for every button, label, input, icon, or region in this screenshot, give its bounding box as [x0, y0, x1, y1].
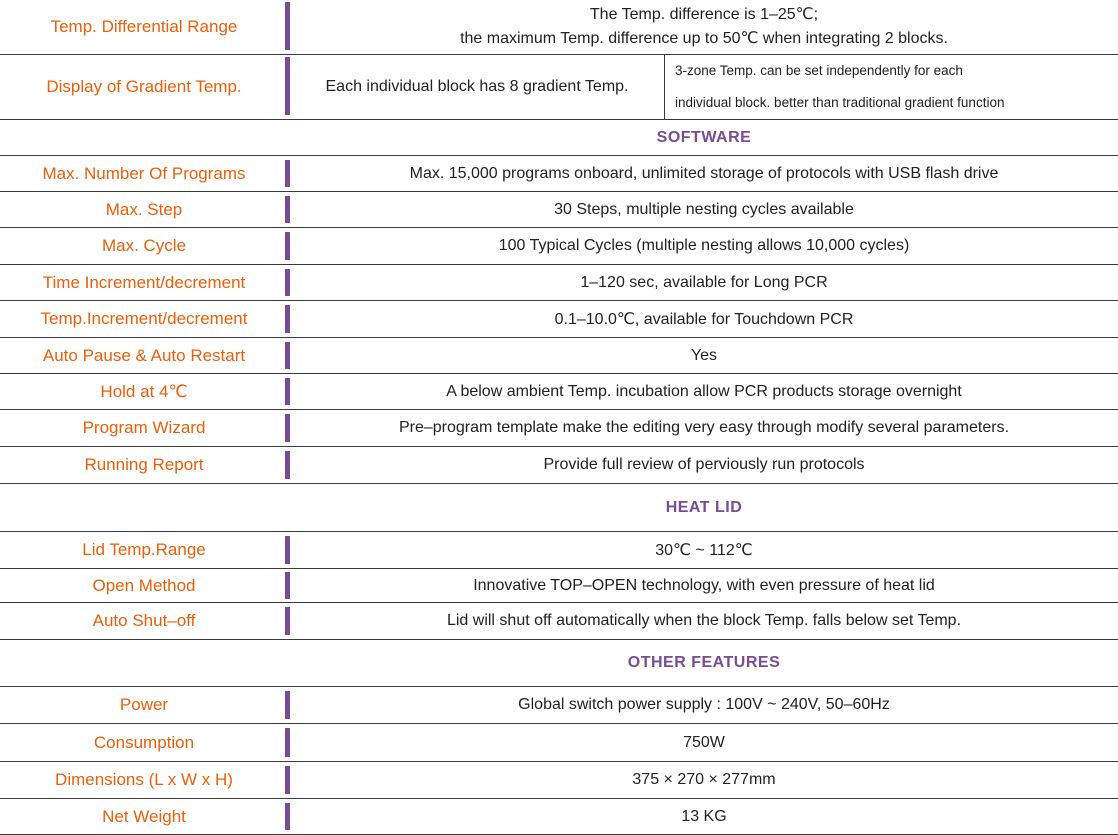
spec-row	[0, 410, 1118, 447]
spec-row	[0, 687, 1118, 724]
spec-value: 13 KG	[681, 807, 727, 825]
spec-row	[0, 603, 1118, 640]
spec-value: Provide full review of perviously run protocols	[543, 456, 865, 473]
spec-row	[0, 724, 1118, 762]
spec-value-right-line-1: 3-zone Temp. can be set independently for each	[675, 63, 963, 78]
spec-label: Temp.Increment/decrement	[40, 309, 248, 328]
spec-value: 30 Steps, multiple nesting cycles available	[554, 200, 854, 218]
spec-label: Time Increment/decrement	[42, 272, 246, 292]
spec-value: 30℃ ~ 112℃	[655, 542, 753, 559]
spec-label: Display of Gradient Temp.	[46, 77, 242, 96]
spec-row	[0, 301, 1118, 338]
spec-row	[0, 156, 1118, 192]
section-header-other-features	[0, 640, 1118, 687]
spec-row	[0, 228, 1118, 265]
spec-row	[0, 447, 1118, 484]
spec-value: A below ambient Temp. incubation allow PCR products storage overnight	[446, 382, 962, 400]
spec-value: 0.1–10.0℃, available for Touchdown PCR	[554, 311, 854, 328]
spec-value: 750W	[683, 733, 725, 751]
spec-value: 1–120 sec, available for Long PCR	[580, 273, 828, 291]
spec-value-left: Each individual block has 8 gradient Temp.	[290, 55, 665, 119]
spec-label: Hold at 4℃	[100, 381, 188, 401]
spec-row	[0, 569, 1118, 603]
spec-value-right	[675, 61, 1118, 113]
section-title: OTHER FEATURES	[627, 654, 781, 671]
spec-label: Consumption	[93, 732, 195, 752]
spec-label: Running Report	[84, 455, 204, 474]
spec-value: 100 Typical Cycles (multiple nesting allows 10,000 cycles)	[498, 237, 910, 254]
spec-row	[0, 374, 1118, 410]
spec-value-line-1: The Temp. difference is 1–25℃;	[589, 6, 819, 23]
section-header-software	[0, 120, 1118, 156]
spec-label: Auto Pause & Auto Restart	[42, 345, 246, 365]
spec-row-gradient	[0, 55, 1118, 120]
spec-value: 375 × 270 × 277mm	[632, 771, 776, 788]
spec-value: Yes	[690, 346, 718, 364]
spec-row-temp-diff	[0, 0, 1118, 55]
spec-row	[0, 265, 1118, 301]
section-title: SOFTWARE	[656, 128, 752, 146]
spec-value: Pre–program template make the editing very easy through modify several parameters.	[398, 419, 1010, 436]
spec-row	[0, 338, 1118, 374]
section-header-heat-lid	[0, 484, 1118, 532]
spec-value	[290, 0, 1118, 54]
spec-label: Program Wizard	[82, 418, 206, 437]
spec-value: Global switch power supply : 100V ~ 240V, 50–60Hz	[518, 696, 890, 713]
spec-value: Lid will shut off automatically when the block Temp. falls below set Temp.	[446, 612, 962, 629]
spec-label: Dimensions (L x W x H)	[55, 770, 233, 789]
spec-label: Max. Step	[105, 199, 183, 219]
spec-value: Max. 15,000 programs onboard, unlimited storage of protocols with USB flash drive	[409, 164, 999, 182]
spec-row	[0, 532, 1118, 569]
spec-label: Net Weight	[102, 806, 186, 826]
section-title: HEAT LID	[665, 498, 743, 516]
spec-value-line-2: the maximum Temp. difference up to 50℃ when integrating 2 blocks.	[460, 30, 948, 47]
spec-value: Innovative TOP–OPEN technology, with even pressure of heat lid	[473, 576, 935, 594]
spec-row	[0, 192, 1118, 228]
spec-row	[0, 799, 1118, 835]
spec-row	[0, 762, 1118, 799]
spec-label: Auto Shut–off	[92, 611, 196, 630]
spec-label: Open Method	[92, 575, 196, 595]
spec-label: Max. Cycle	[101, 236, 187, 255]
spec-label: Lid Temp.Range	[82, 540, 206, 559]
spec-label: Temp. Differential Range	[50, 17, 238, 36]
spec-label: Power	[119, 695, 169, 714]
spec-value-right-line-2: individual block. better than traditional gradient function	[675, 95, 1005, 110]
spec-label: Max. Number Of Programs	[42, 163, 246, 183]
